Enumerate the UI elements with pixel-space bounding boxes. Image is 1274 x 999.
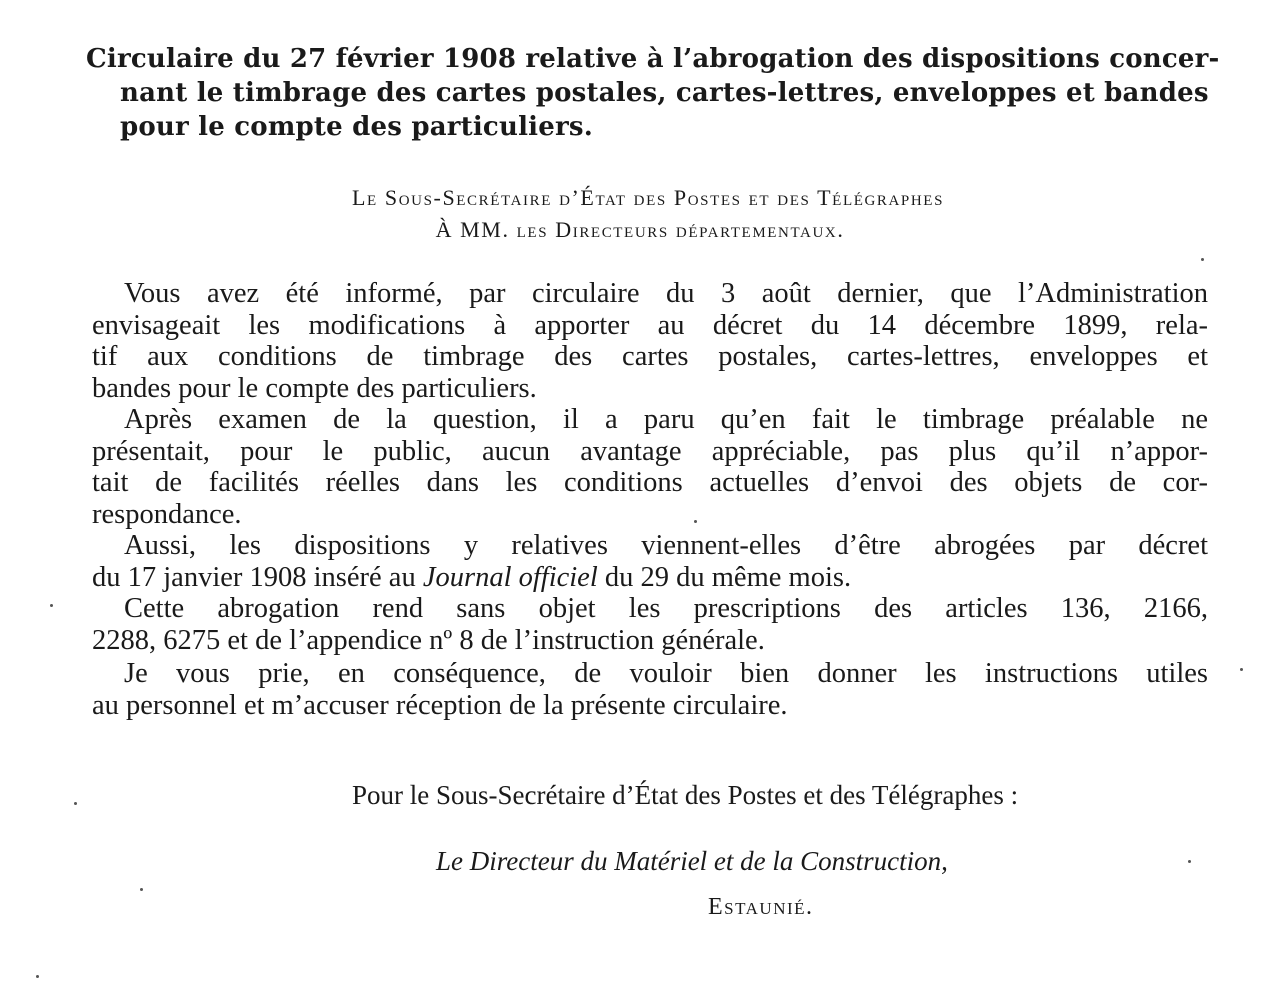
journal-title: Journal officiel <box>422 561 598 593</box>
title-line: pour le compte des particuliers. <box>120 112 593 142</box>
paragraph <box>92 404 1208 530</box>
circular-title <box>86 42 1220 144</box>
paragraph-line: respondance. <box>92 498 242 530</box>
paragraph-line: Après examen de la question, il a paru qu’en fait le timbrage préalable ne <box>124 404 1208 435</box>
paragraph-text: du 29 du même mois. <box>597 561 852 593</box>
title-line: nant le timbrage des cartes postales, cartes-lettres, enveloppes et bandes <box>120 78 1209 108</box>
signatory-name: Estaunié. <box>708 894 814 920</box>
paragraph-line: présentait, pour le public, aucun avantage appréciable, pas plus qu’il n’appor- <box>92 435 1208 467</box>
paragraph-line: au personnel et m’accuser réception de la présente circulaire. <box>92 689 788 721</box>
paragraph <box>92 658 1208 721</box>
address-block <box>0 182 1274 246</box>
signatory-title: Le Directeur du Matériel et de la Construction, <box>436 846 948 876</box>
paragraph <box>92 593 1208 656</box>
paragraph-line: tif aux conditions de timbrage des cartes postales, cartes-lettres, enveloppes et <box>92 341 1208 372</box>
paragraph-line: Aussi, les dispositions y relatives viennent-elles d’être abrogées par décret <box>124 530 1208 561</box>
address-recipients: À MM. les Directeurs départementaux. <box>435 217 845 242</box>
paragraph-line: Je vous prie, en conséquence, de vouloir bien donner les instructions utiles <box>124 658 1208 689</box>
signature-on-behalf: Pour le Sous-Secrétaire d’État des Postes et des Télégraphes : <box>352 780 1019 810</box>
address-sender: Le Sous-Secrétaire d’État des Postes et des Télégraphes <box>351 185 945 210</box>
scan-speck <box>140 888 143 891</box>
paragraph-line: Vous avez été informé, par circulaire du 3 août dernier, que l’Administration <box>124 278 1208 309</box>
circular-body <box>92 278 1208 721</box>
scan-speck <box>1201 258 1204 261</box>
paragraph-line <box>92 562 1208 594</box>
scan-speck <box>1188 860 1191 863</box>
paragraph-line: Cette abrogation rend sans objet les prescriptions des articles 136, 2166, <box>124 593 1208 624</box>
paragraph-line: envisageait les modifications à apporter au décret du 14 décembre 1899, rela- <box>92 309 1208 341</box>
paragraph-text: du 17 janvier 1908 inséré au <box>92 561 423 593</box>
scan-speck <box>36 975 39 978</box>
scan-speck <box>1240 668 1243 671</box>
scan-speck <box>694 520 697 523</box>
scan-speck <box>50 604 53 607</box>
paragraph-line: bandes pour le compte des particuliers. <box>92 372 537 404</box>
title-line: Circulaire du 27 février 1908 relative à l’abrogation des dispositions concer- <box>86 44 1220 74</box>
paragraph <box>92 530 1208 593</box>
paragraph <box>92 278 1208 404</box>
paragraph-line: tait de facilités réelles dans les conditions actuelles d’envoi des objets de cor- <box>92 467 1208 498</box>
paragraph-line: 2288, 6275 et de l’appendice nº 8 de l’instruction générale. <box>92 624 765 656</box>
scan-speck <box>74 802 77 805</box>
